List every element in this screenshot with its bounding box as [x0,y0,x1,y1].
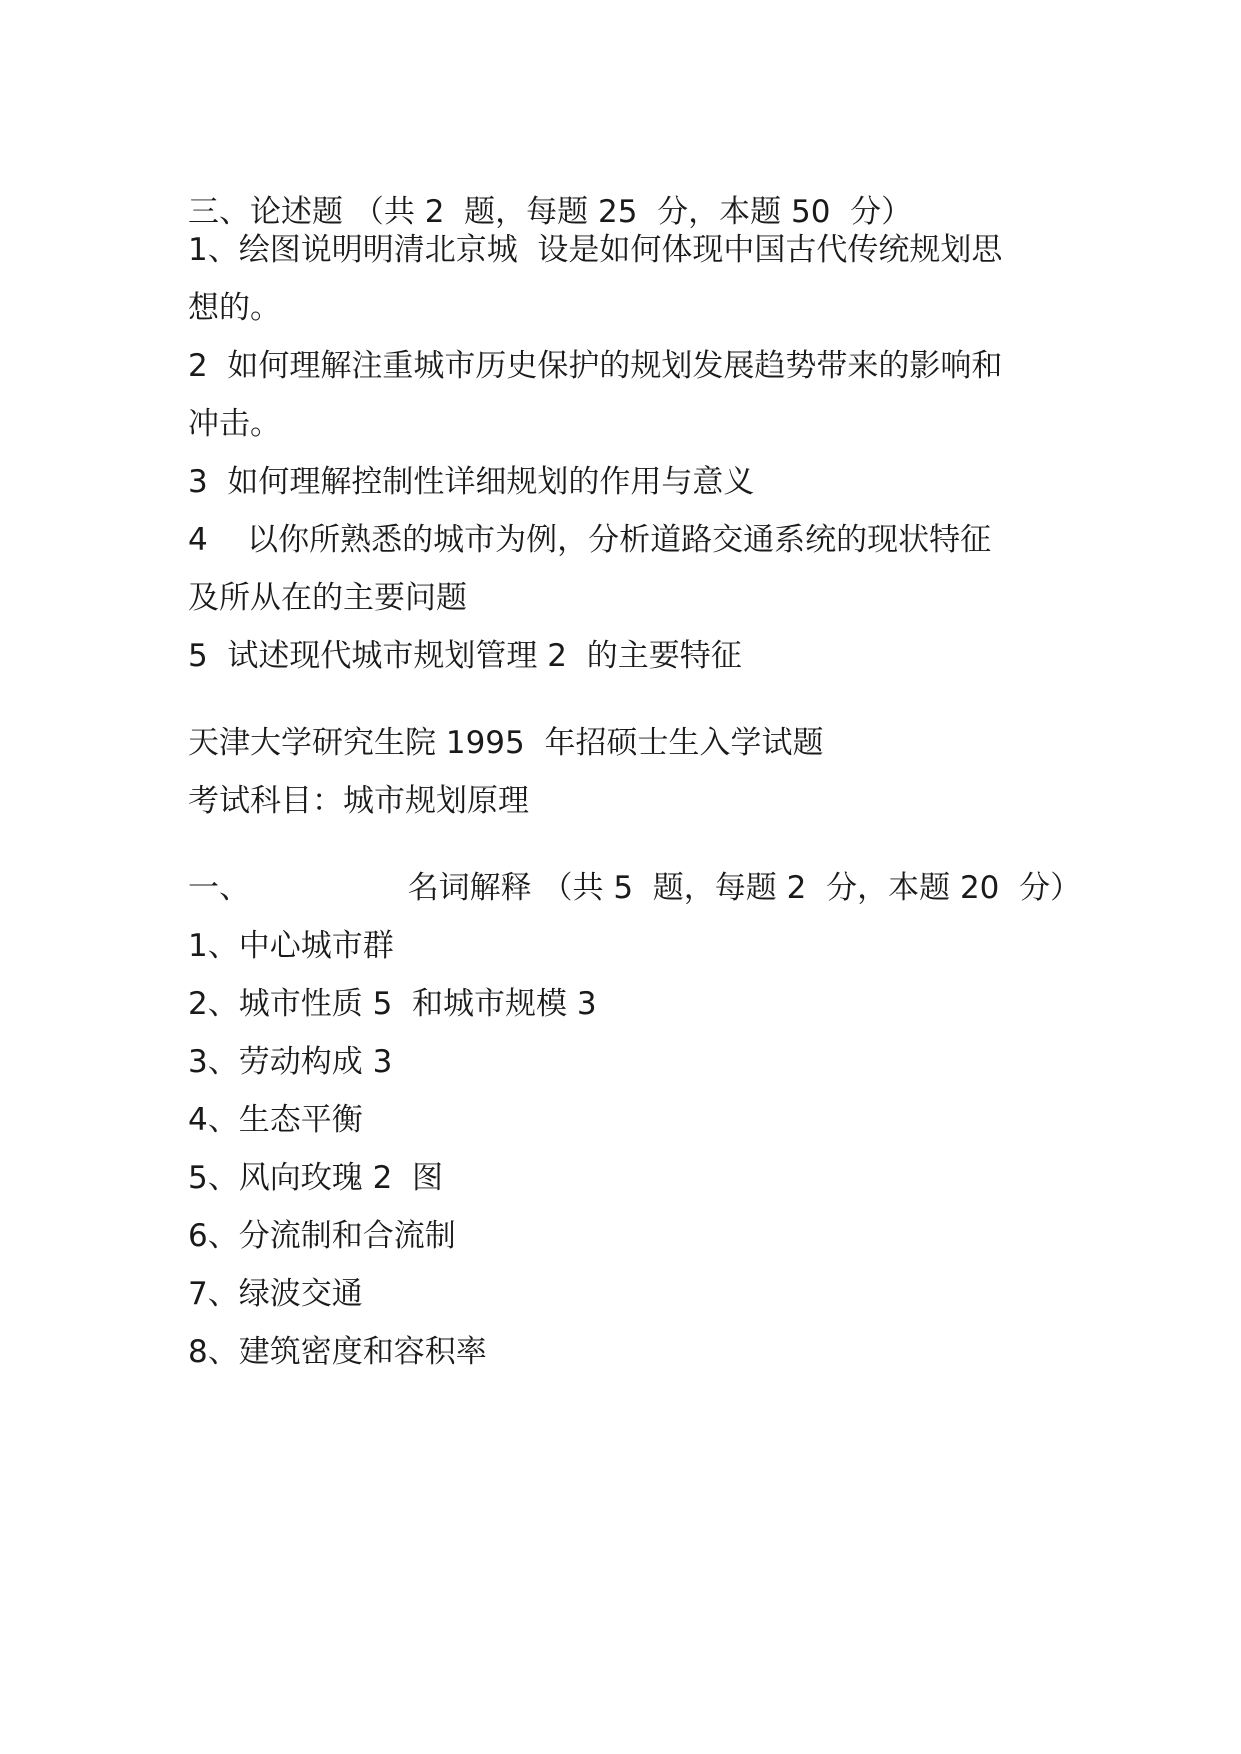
term-item-5: 5、风向玫瑰 2 图 [188,1160,444,1196]
term-item-2: 2、城市性质 5 和城市规模 3 [188,986,597,1022]
exam-subject: 考试科目：城市规划原理 [188,783,529,819]
question-3: 3 如何理解控制性详细规划的作用与意义 [188,464,755,500]
question-1-line-2: 想的。 [188,290,281,326]
term-item-8: 8、建筑密度和容积率 [188,1334,487,1370]
term-item-7: 7、绿波交通 [188,1276,363,1312]
exam-title: 天津大学研究生院 1995 年招硕士生入学试题 [188,725,824,761]
term-item-1: 1、中心城市群 [188,928,394,964]
term-item-4: 4、生态平衡 [188,1102,363,1138]
question-2-line-2: 冲击。 [188,406,281,442]
question-4-line-1: 4 以你所熟悉的城市为例，分析道路交通系统的现状特征 [188,522,992,558]
term-item-6: 6、分流制和合流制 [188,1218,456,1254]
question-1-line-1: 1、绘图说明明清北京城 设是如何体现中国古代传统规划思 [188,232,1003,268]
question-4-line-2: 及所从在的主要问题 [188,580,467,616]
question-5: 5 试述现代城市规划管理 2 的主要特征 [188,638,742,674]
section-1-heading: 一、 名词解释 （共 5 题，每题 2 分，本题 20 分） [188,870,1082,906]
section-3-heading: 三、论述题 （共 2 题，每题 25 分，本题 50 分） [188,194,913,230]
term-item-3: 3、劳动构成 3 [188,1044,393,1080]
question-2-line-1: 2 如何理解注重城市历史保护的规划发展趋势带来的影响和 [188,348,1003,384]
